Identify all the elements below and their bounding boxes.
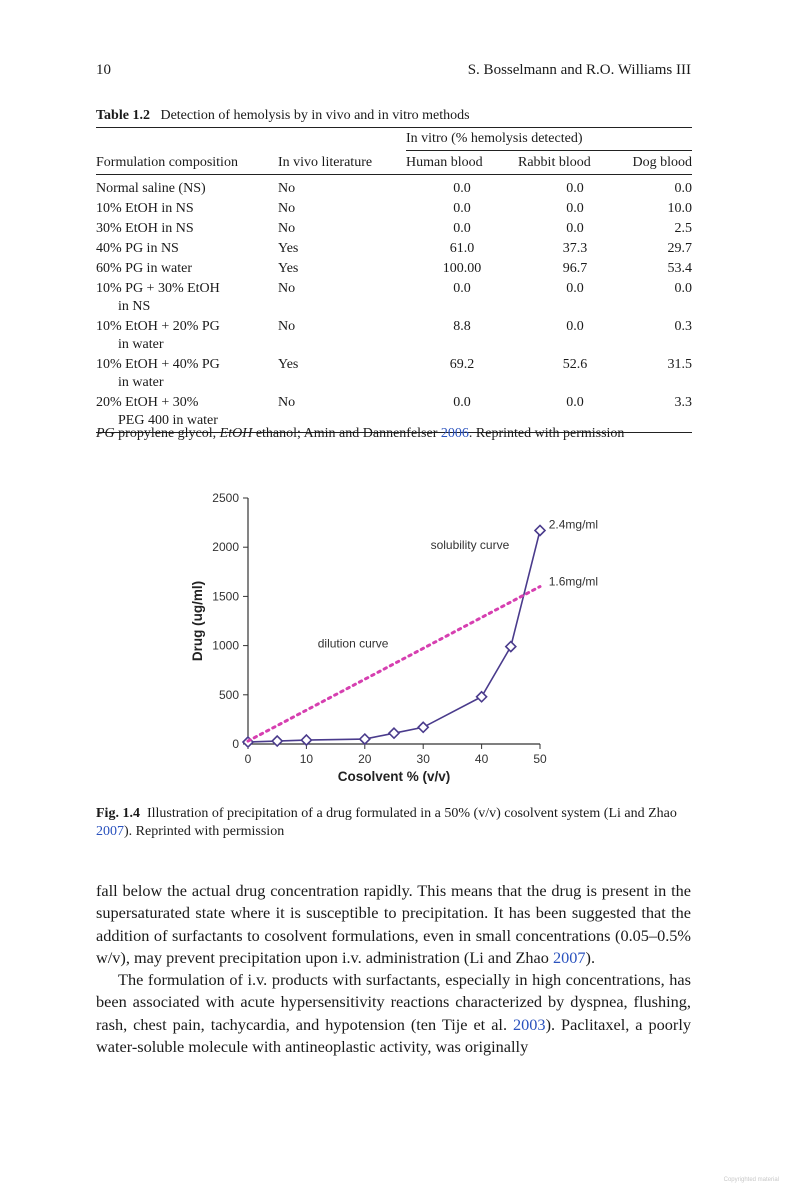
cell-rabbit-blood: 0.0 [566,319,584,334]
annotation-label: 2.4mg/ml [548,517,599,532]
data-point [360,734,370,744]
cell-formulation-line1: 10% EtOH + 20% PG [96,319,220,334]
cell-formulation-line2: PEG 400 in water [118,413,218,428]
table-row [96,238,692,258]
x-tick-label: 10 [299,752,314,766]
col-header-dog: Dog blood [632,151,692,175]
body-text [96,880,691,1058]
y-tick-label: 1000 [212,638,239,653]
table-row [96,218,692,238]
cell-human-blood: 61.0 [449,241,475,256]
cell-formulation-line1: 30% EtOH in NS [96,221,194,236]
cell-human-blood: 0.0 [453,181,471,196]
cell-formulation [96,238,278,258]
cell-in-vivo: Yes [278,261,299,276]
cell-rabbit-blood: 0.0 [566,181,584,196]
note-text-1: propylene glycol, [114,426,220,441]
data-point [506,642,516,652]
cell-human-blood: 100.00 [442,261,482,276]
cell-human-blood: 0.0 [453,281,471,296]
data-point [535,525,545,535]
y-tick-label: 0 [232,737,239,751]
cell-rabbit-blood: 37.3 [562,241,588,256]
cell-formulation [96,198,278,218]
table-note [96,426,624,442]
paragraph-1-citation-link[interactable]: 2007 [552,947,586,967]
cell-formulation [96,316,278,354]
x-axis-label: Cosolvent % (v/v) [337,769,451,784]
y-tick-label: 2000 [212,540,239,555]
cell-formulation-line1: 40% PG in NS [96,241,179,256]
table-row [96,198,692,218]
paragraph-2-citation-link[interactable]: 2003 [513,1014,546,1034]
y-tick-label: 2500 [212,491,239,505]
table-column-header-row [96,151,692,175]
cell-dog-blood: 2.5 [674,221,692,236]
cell-formulation [96,278,278,316]
running-header-authors: S. Bosselmann and R.O. Williams III [467,62,691,78]
cell-in-vivo: No [278,201,296,216]
figure-label: Fig. 1.4 [96,806,140,821]
table-row [96,354,692,392]
x-tick-label: 40 [474,752,489,766]
table-title: Detection of hemolysis by in vivo and in vitro methods [160,108,470,123]
cell-human-blood: 0.0 [453,221,471,236]
page-number: 10 [96,62,111,78]
cell-dog-blood: 0.0 [674,181,692,196]
annotation-label: dilution curve [317,636,389,651]
paragraph-1-text: fall below the actual drug concentration rapidly. This means that the drug is present in the supersaturated state where it is susceptible to precipitation. It has been suggested that the addition of surfactants to cosolvent formulations, even in small concentrations (0.05–0.5% w/v), may prevent precipitation upon i.v. administration (Li and Zhao [96,881,691,967]
table-row [96,316,692,354]
cell-rabbit-blood: 0.0 [566,201,584,216]
watermark: Copyrighted material [723,1177,779,1183]
cell-rabbit-blood: 0.0 [566,281,584,296]
col-header-rabbit: Rabbit blood [518,151,632,175]
cell-in-vivo: No [278,181,296,196]
cell-dog-blood: 0.3 [674,319,692,334]
cell-human-blood: 69.2 [449,357,475,372]
col-header-formulation: Formulation composition [96,151,278,175]
table-row [96,258,692,278]
paragraph-1 [96,880,691,969]
note-abbr-etoh: EtOH [219,426,253,441]
cell-formulation [96,258,278,278]
x-tick-label: 0 [244,752,252,766]
series-line-solubility [248,530,540,742]
cell-formulation [96,354,278,392]
precipitation-chart [170,480,630,790]
cell-human-blood: 0.0 [406,392,518,433]
paragraph-1-end: ). [585,947,596,967]
cell-dog-blood: 0.0 [674,281,692,296]
figure-caption [96,805,696,841]
cell-formulation-line1: 60% PG in water [96,261,193,276]
cell-rabbit-blood: 52.6 [562,357,588,372]
y-axis-label: Drug (ug/ml) [190,580,205,662]
cell-formulation-line1: 10% EtOH + 40% PG [96,357,220,372]
data-point [477,692,487,702]
hemolysis-table [96,127,692,433]
annotation-label: 1.6mg/ml [548,574,599,589]
cell-rabbit-blood: 96.7 [562,261,588,276]
cell-human-blood: 0.0 [453,201,471,216]
figure-citation-link[interactable]: 2007 [96,824,124,839]
cell-formulation-line1: Normal saline (NS) [96,181,206,196]
figure-caption-end: ). Reprinted with permission [124,824,285,839]
x-tick-label: 20 [358,752,372,766]
cell-dog-blood: 53.4 [667,261,692,276]
cell-human-blood: 8.8 [453,319,471,334]
note-abbr-pg: PG [96,426,115,441]
table-label: Table 1.2 [96,108,150,123]
x-tick-label: 30 [416,752,430,766]
figure-caption-text: Illustration of precipitation of a drug formulated in a 50% (v/v) cosolvent system (Li and Zhao [146,806,677,821]
note-text-3: . Reprinted with permission [468,426,625,441]
table-row [96,175,692,199]
cell-formulation-line2: in water [118,337,164,352]
data-point [389,728,399,738]
cell-in-vivo: No [278,392,406,433]
cell-formulation-line1: 10% EtOH in NS [96,201,194,216]
note-citation-link[interactable]: 2006 [440,426,469,441]
col-header-in-vivo: In vivo literature [278,151,406,175]
cell-dog-blood: 3.3 [632,392,692,433]
cell-dog-blood: 10.0 [667,201,692,216]
y-tick-label: 1500 [212,589,239,604]
cell-rabbit-blood: 0.0 [518,392,632,433]
table-group-header-row [96,128,692,151]
y-tick-label: 500 [218,687,239,702]
annotation-label: solubility curve [430,538,510,553]
cell-in-vivo: No [278,281,296,296]
col-header-human: Human blood [406,151,518,175]
paragraph-2-end: ). Paclitaxel, a poorly water-soluble molecule with antineoplastic activity, was originally [96,1014,691,1057]
cell-in-vivo: No [278,319,296,334]
table-caption [96,108,470,124]
cell-formulation [96,218,278,238]
group-header-in-vitro: In vitro (% hemolysis detected) [406,128,692,151]
paragraph-2-text: The formulation of i.v. products with surfactants, especially in high concentrations, has been associated with acute hypersensitivity reactions characterized by dyspnea, flushing, rash, chest pain, tachycardia, and hypotension (ten Tije et al. [96,970,691,1034]
cell-dog-blood: 31.5 [667,357,692,372]
cell-formulation-line1: 10% PG + 30% EtOH [96,281,220,296]
series-line-dilution [248,587,540,741]
cell-formulation-line1: 20% EtOH + 30% [96,395,199,410]
cell-rabbit-blood: 0.0 [566,221,584,236]
x-tick-label: 50 [533,752,547,766]
cell-in-vivo: Yes [278,241,299,256]
data-point [418,722,428,732]
cell-formulation-line2: in NS [118,299,151,314]
cell-in-vivo: No [278,221,296,236]
note-text-2: ethanol; Amin and Dannenfelser [252,426,441,441]
cell-in-vivo: Yes [278,357,299,372]
cell-dog-blood: 29.7 [667,241,692,256]
table-row [96,278,692,316]
cell-formulation-line2: in water [118,375,164,390]
chart-svg [170,480,630,790]
paragraph-2 [96,969,691,1058]
cell-formulation [96,175,278,199]
